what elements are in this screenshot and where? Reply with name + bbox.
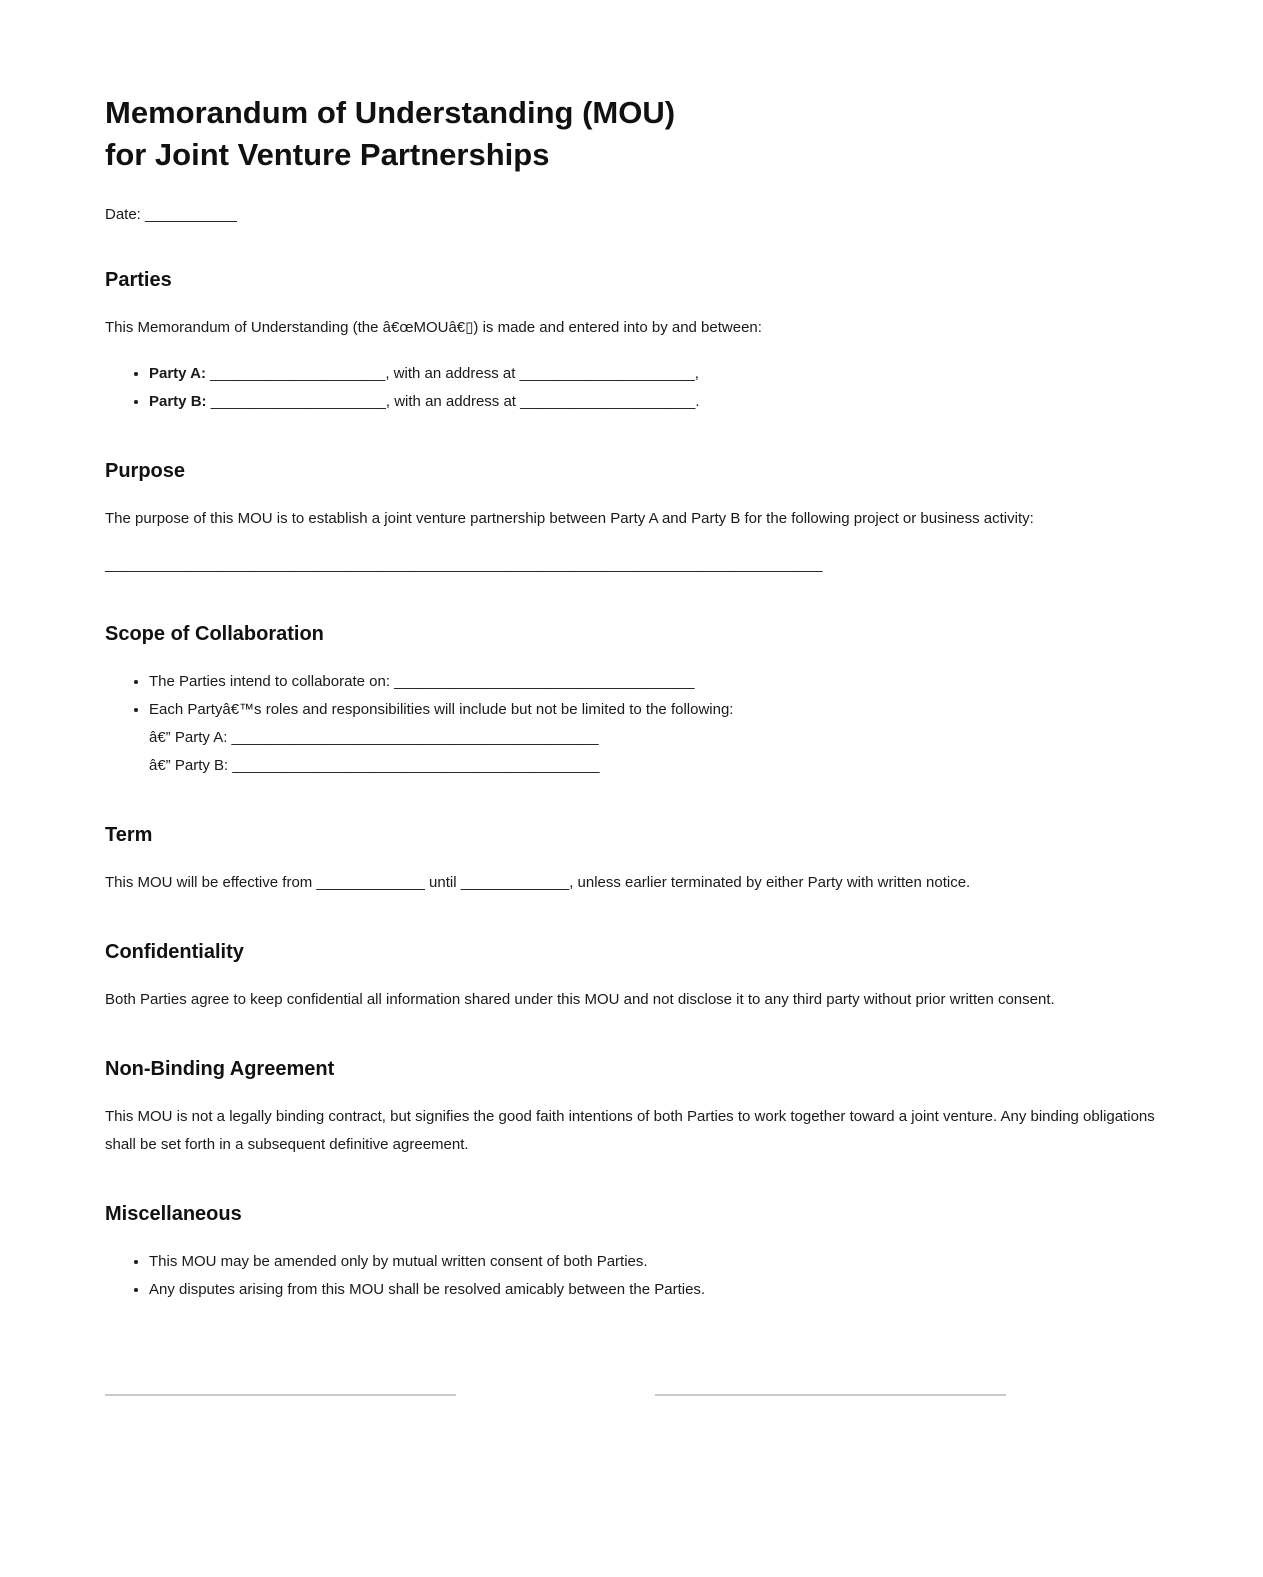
miscellaneous-list bbox=[105, 1248, 1158, 1304]
list-item-amendment bbox=[149, 1248, 1158, 1276]
parties-intro: This Memorandum of Understanding (the â€œMOUâ€▯) is made and entered into by and between: bbox=[105, 319, 762, 336]
date-line: Date: ___________ bbox=[105, 206, 237, 223]
section-heading-non-binding: Non-Binding Agreement bbox=[105, 1058, 335, 1080]
roles-sub-party-b: â€” Party B: ____________________________________________ bbox=[149, 757, 600, 774]
party-a-label: Party A: bbox=[149, 365, 206, 382]
title-line-1: Memorandum of Understanding (MOU) bbox=[105, 95, 676, 130]
collaborate-text: The Parties intend to collaborate on: ____________________________________ bbox=[149, 673, 695, 690]
roles-sub-party-a: â€” Party A: ____________________________________________ bbox=[149, 729, 599, 746]
section-heading-miscellaneous: Miscellaneous bbox=[105, 1203, 242, 1225]
section-heading-confidentiality: Confidentiality bbox=[105, 941, 244, 963]
signature-line-party-b bbox=[655, 1394, 1006, 1396]
section-heading-term: Term bbox=[105, 824, 153, 846]
party-b-blank-text: _____________________, with an address at _____________________. bbox=[206, 393, 700, 410]
disputes-text: Any disputes arising from this MOU shall be resolved amicably between the Parties. bbox=[149, 1281, 706, 1298]
scope-list bbox=[105, 668, 1158, 780]
signature-row bbox=[105, 1394, 1158, 1396]
section-heading-parties: Parties bbox=[105, 269, 172, 291]
list-item-roles bbox=[149, 696, 1158, 780]
party-b-label: Party B: bbox=[149, 393, 207, 410]
section-heading-scope: Scope of Collaboration bbox=[105, 623, 324, 645]
purpose-body: The purpose of this MOU is to establish a joint venture partnership between Party A and Party B for the following project or business activity: bbox=[105, 510, 1034, 527]
party-a-blank-text: _____________________, with an address at _____________________, bbox=[205, 365, 699, 382]
roles-text: Each Partyâ€™s roles and responsibilities will include but not be limited to the following: bbox=[149, 701, 734, 718]
purpose-blank-line: ______________________________________________________________________________________ bbox=[105, 556, 823, 573]
confidentiality-body: Both Parties agree to keep confidential all information shared under this MOU and not disclose it to any third party without prior written consent. bbox=[105, 991, 1055, 1008]
list-item-party-a bbox=[149, 360, 1158, 388]
non-binding-body: This MOU is not a legally binding contract, but signifies the good faith intentions of both Parties to work together toward a joint venture. Any binding obligations shall be set forth in a subsequent definitive agreement. bbox=[105, 1108, 1155, 1153]
list-item-party-b bbox=[149, 388, 1158, 416]
title-line-2: for Joint Venture Partnerships bbox=[105, 137, 550, 172]
section-heading-purpose: Purpose bbox=[105, 460, 186, 482]
term-body: This MOU will be effective from _____________ until _____________, unless earlier terminated by either Party with written notice. bbox=[105, 874, 971, 891]
signature-line-party-a bbox=[105, 1394, 456, 1396]
amendment-text: This MOU may be amended only by mutual written consent of both Parties. bbox=[149, 1253, 648, 1270]
parties-list bbox=[105, 360, 1158, 416]
list-item-collaborate bbox=[149, 668, 1158, 696]
document-title bbox=[105, 92, 1158, 176]
list-item-disputes bbox=[149, 1276, 1158, 1304]
